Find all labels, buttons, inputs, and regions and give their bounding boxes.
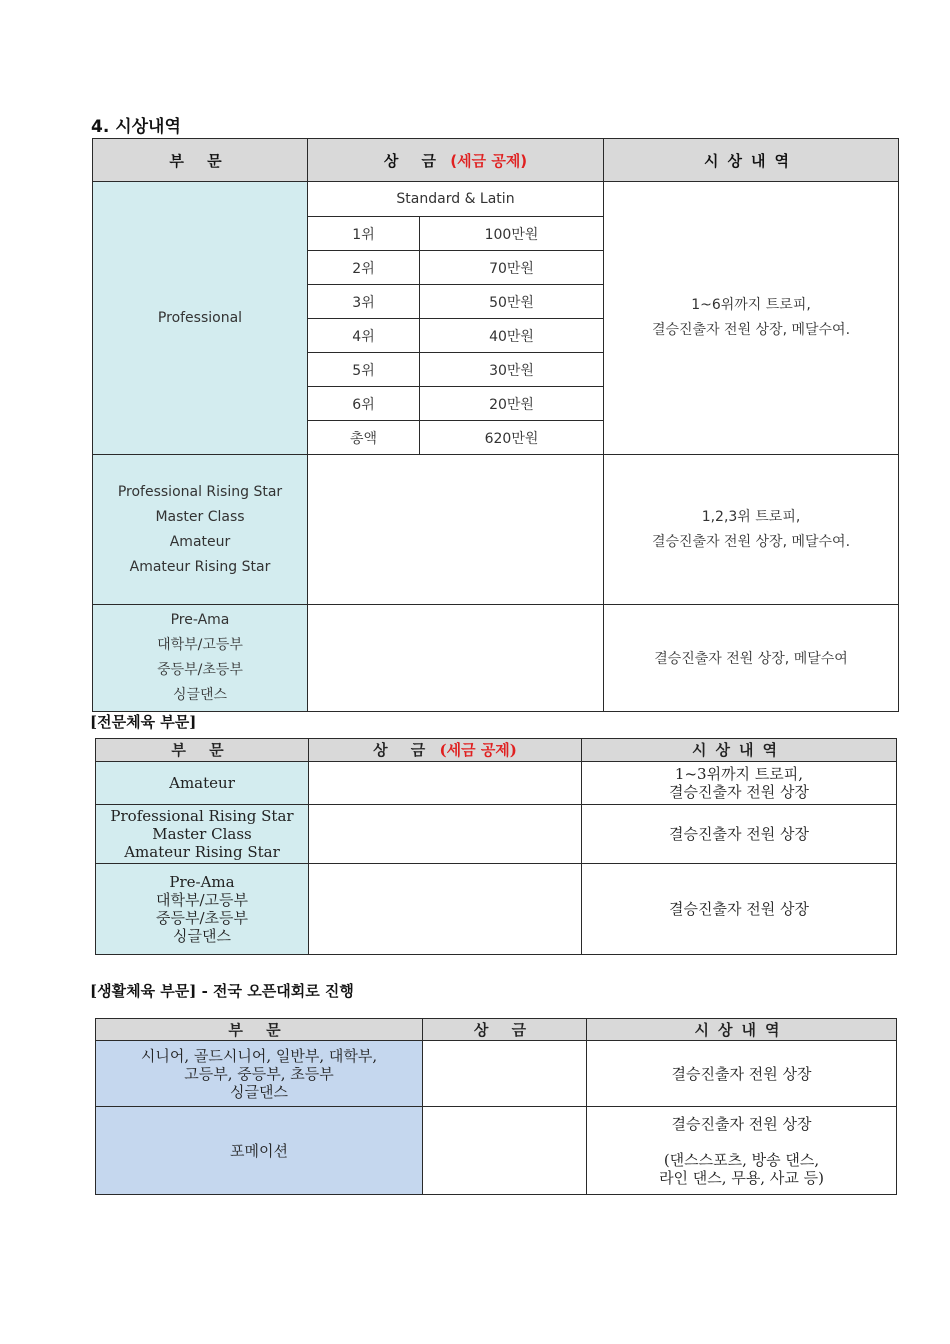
- award-preama: 결승진출자 전원 상장, 메달수여: [604, 605, 899, 712]
- header-division: 부 문: [96, 739, 309, 762]
- prize-empty: [309, 864, 582, 955]
- division-cell: Amateur: [96, 762, 309, 805]
- header-division: 부 문: [96, 1019, 423, 1041]
- section3-title: [생활체육 부문] - 전국 오픈대회로 진행: [90, 982, 354, 1000]
- prize-empty: [423, 1041, 587, 1107]
- award-professional: 1~6위까지 트로피, 결승진출자 전원 상장, 메달수여.: [604, 182, 899, 455]
- division-cell: Pre-Ama 대학부/고등부 중등부/초등부 싱글댄스: [96, 864, 309, 955]
- tax-note: (세금 공제): [450, 151, 528, 170]
- header-award: 시상내역: [587, 1019, 897, 1041]
- style-label: Standard & Latin: [308, 182, 604, 217]
- division-cell: 시니어, 골드시니어, 일반부, 대학부, 고등부, 중등부, 초등부 싱글댄스: [96, 1041, 423, 1107]
- division-cell: Professional Rising Star Master Class Amateur Rising Star: [96, 805, 309, 864]
- header-division: 부 문: [93, 139, 308, 182]
- section2-title: [전문체육 부문]: [90, 713, 197, 731]
- header-prize: 상 금 (세금 공제): [309, 739, 582, 762]
- amount-cell: 50만원: [420, 285, 604, 319]
- amount-cell: 100만원: [420, 217, 604, 251]
- award-cell: 결승진출자 전원 상장 (댄스스포츠, 방송 댄스, 라인 댄스, 무용, 사교 등): [587, 1107, 897, 1195]
- tax-note: (세금 공제): [439, 741, 517, 759]
- prize-empty: [423, 1107, 587, 1195]
- amount-cell: 30만원: [420, 353, 604, 387]
- amount-cell: 20만원: [420, 387, 604, 421]
- award-cell: 1~3위까지 트로피, 결승진출자 전원 상장: [582, 762, 897, 805]
- awards-table-main: [92, 138, 899, 712]
- award-cell: 결승진출자 전원 상장: [582, 864, 897, 955]
- header-award: 시상내역: [582, 739, 897, 762]
- division-rising: Professional Rising Star Master Class Amateur Amateur Rising Star: [93, 455, 308, 605]
- rank-cell: 5위: [308, 353, 420, 387]
- award-rising: 1,2,3위 트로피, 결승진출자 전원 상장, 메달수여.: [604, 455, 899, 605]
- rank-cell: 4위: [308, 319, 420, 353]
- awards-table-elite: [95, 738, 897, 955]
- rank-cell: 2위: [308, 251, 420, 285]
- rank-cell: 1위: [308, 217, 420, 251]
- rank-cell: 6위: [308, 387, 420, 421]
- awards-table-community: [95, 1018, 897, 1195]
- header-prize: 상 금 (세금 공제): [308, 139, 604, 182]
- amount-cell: 620만원: [420, 421, 604, 455]
- division-cell: 포메이션: [96, 1107, 423, 1195]
- division-professional: Professional: [93, 182, 308, 455]
- rank-cell: 3위: [308, 285, 420, 319]
- header-award: 시상내역: [604, 139, 899, 182]
- prize-empty: [308, 455, 604, 605]
- division-preama: Pre-Ama 대학부/고등부 중등부/초등부 싱글댄스: [93, 605, 308, 712]
- prize-empty: [309, 805, 582, 864]
- section-title: 4. 시상내역: [91, 117, 181, 137]
- rank-cell: 총액: [308, 421, 420, 455]
- header-prize: 상 금: [423, 1019, 587, 1041]
- award-cell: 결승진출자 전원 상장: [587, 1041, 897, 1107]
- award-cell: 결승진출자 전원 상장: [582, 805, 897, 864]
- amount-cell: 40만원: [420, 319, 604, 353]
- prize-empty: [309, 762, 582, 805]
- amount-cell: 70만원: [420, 251, 604, 285]
- prize-empty: [308, 605, 604, 712]
